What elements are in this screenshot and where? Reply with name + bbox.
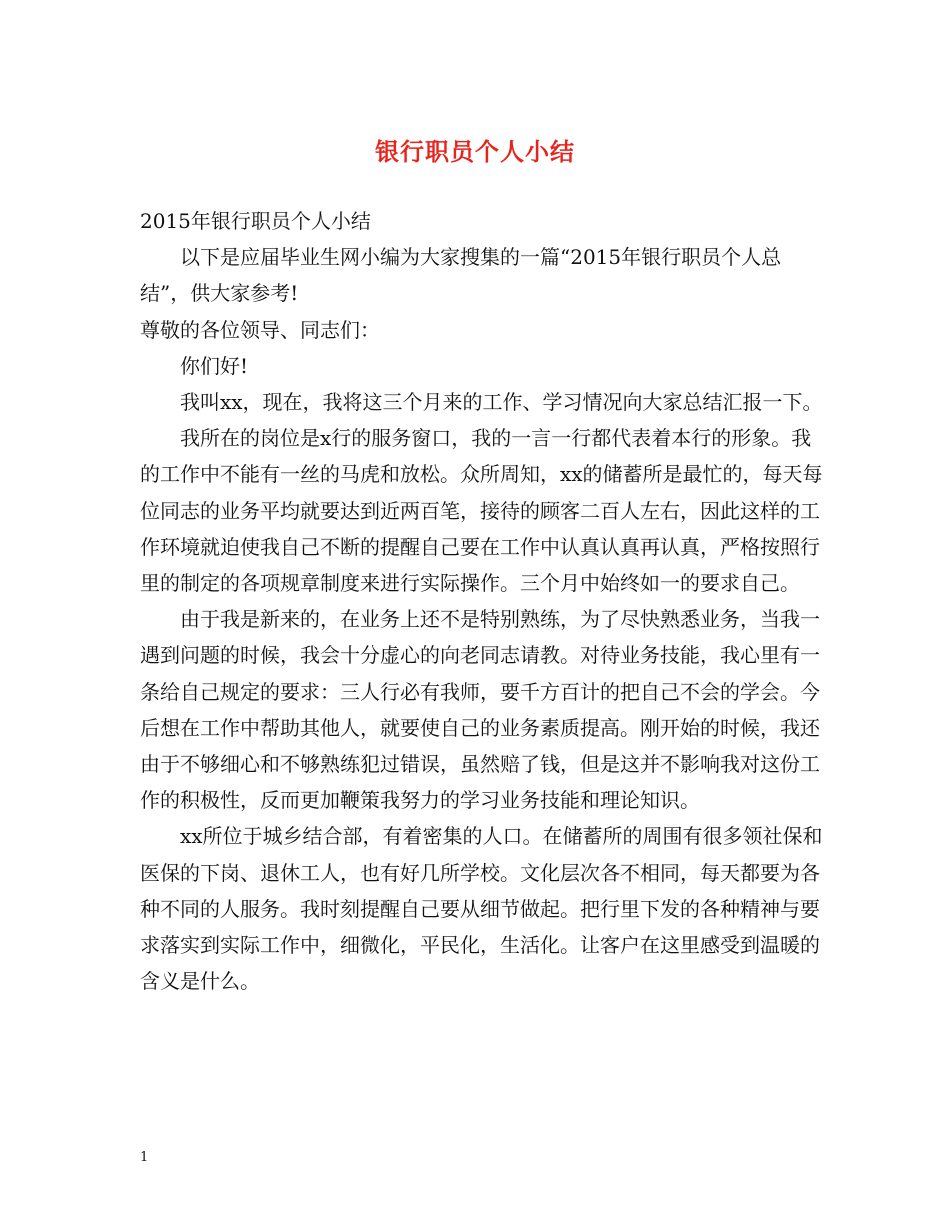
paragraph-salutation: 尊敬的各位领导、同志们： bbox=[140, 317, 380, 342]
paragraph-heading: 2015年银行职员个人小结 bbox=[140, 209, 371, 233]
paragraph-body: 我叫xx，现在，我将这三个月来的工作、学习情况向大家总结汇报一下。 bbox=[180, 390, 823, 415]
paragraph-body: 我所在的岗位是x行的服务窗口，我的一言一行都代表着本行的形象。我的工作中不能有一丝的马虎和放松。众所周知，xx的储蓄所是最忙的，每天每位同志的业务平均就要达到近两百笔，接待的顾客二百人左右，因此这样的工作环境就迫使我自己不断的提醒自己要在工作中认真认真再认真，严格按照行里的制定的各项规章制度来进行实际操作。三个月中始终如一的要求自己。 bbox=[140, 426, 823, 596]
page-number: 1 bbox=[140, 1150, 149, 1165]
paragraph-greeting: 你们好! bbox=[180, 353, 249, 378]
document-body bbox=[140, 203, 830, 999]
paragraph-intro: 以下是应届毕业生网小编为大家搜集的一篇“2015年银行职员个人总结”，供大家参考! bbox=[140, 245, 782, 306]
paragraph-body: 由于我是新来的，在业务上还不是特别熟练，为了尽快熟悉业务，当我一遇到问题的时候，我会十分虚心的向老同志请教。对待业务技能，我心里有一条给自己规定的要求：三人行必有我师，要千方百计的把自己不会的学会。今后想在工作中帮助其他人，就要使自己的业务素质提高。刚开始的时候，我还由于不够细心和不够熟练犯过错误，虽然赔了钱，但是这并不影响我对这份工作的积极性，反而更加鞭策我努力的学习业务技能和理论知识。 bbox=[140, 607, 820, 813]
paragraph-body: xx所位于城乡结合部，有着密集的人口。在储蓄所的周围有很多领社保和医保的下岗、退休工人，也有好几所学校。文化层次各不相同，每天都要为各种不同的人服务。我时刻提醒自己要从细节做起。把行里下发的各种精神与要求落实到实际工作中，细微化，平民化，生活化。让客户在这里感受到温暖的含义是什么。 bbox=[140, 824, 823, 994]
document-title: 银行职员个人小结 bbox=[375, 137, 575, 166]
